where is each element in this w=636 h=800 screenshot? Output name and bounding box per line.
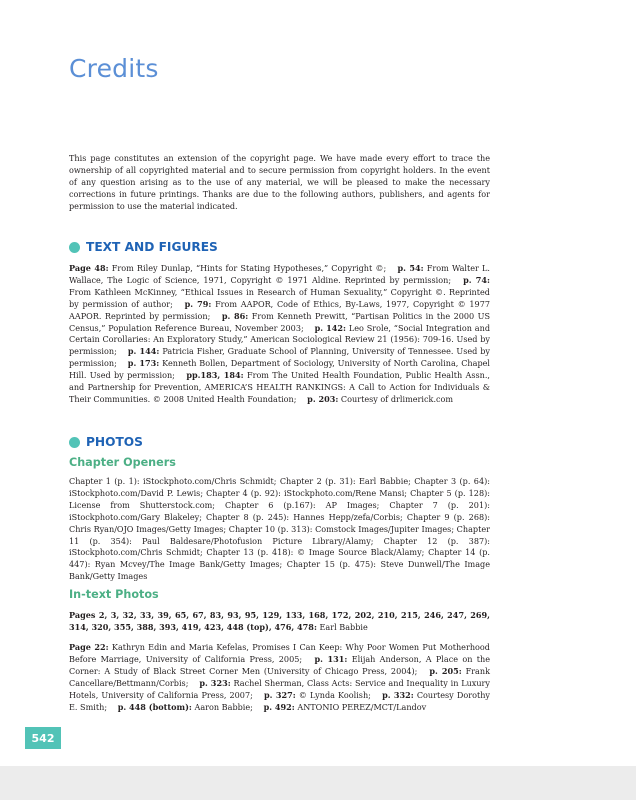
bold-pages-list: Pages 2, 3, 32, 33, 39, 65, 67, 83, 93, 95, 129, 133, 168, 172, 202, 210, 215, 246, 247, 269, 314, 320, 355, 388, 393, 419, 423, 448 (top), 476, 478: xyxy=(69,610,490,632)
text-figures-credits xyxy=(69,263,490,406)
credit-source: Frank Cancellare/Bettmann/Corbis; xyxy=(69,665,490,688)
credit-page-ref: p. 86: xyxy=(221,310,249,321)
credit-source: From AAPOR, Code of Ethics, By-Laws, 1977, Copyright © 1977 AAPOR. Reprinted by permission; xyxy=(69,298,490,321)
credit-source: Kenneth Bollen, Department of Sociology, University of North Carolina, Chapel Hill. Used by permission; xyxy=(69,358,491,381)
page-number: 542 xyxy=(31,731,55,745)
in-text-bold-pages xyxy=(69,610,490,634)
credit-page-ref: pp.183, 184: xyxy=(186,370,244,381)
credit-source: From Kathleen McKinney, “Ethical Issues in Research of Human Sexuality,” Copyright ©. Reprinted by permission of author; xyxy=(69,286,490,309)
credit-source: ANTONIO PEREZ/MCT/Landov xyxy=(297,701,427,712)
credit-page-ref: Page 48: xyxy=(69,263,109,273)
credit-page-ref: p. 173: xyxy=(127,358,160,369)
credit-source: Rachel Sherman, Class Acts: Service and Inequality in Luxury Hotels, University of California Press, 2007; xyxy=(69,677,490,700)
credit-source: From Walter L. Wallace, The Logic of Science, 1971, Copyright © 1971 Aldine. Reprinted by permission; xyxy=(69,263,490,285)
bullet-icon xyxy=(69,242,80,253)
credit-page-ref: p. 54: xyxy=(397,263,424,273)
credit-source: © Lynda Koolish; xyxy=(298,689,371,700)
section-heading-photos xyxy=(69,435,143,449)
subheading-in-text-photos: In-text Photos xyxy=(69,588,159,601)
credit-page-ref: p. 74: xyxy=(463,274,491,285)
credit-source: Leo Srole, “Social Integration and Certain Corollaries: An Exploratory Study,” American Sociological Review 21 (1956): 709-16. Used by permission; xyxy=(69,322,491,357)
page-number-tab xyxy=(25,727,61,749)
section-heading-text-figures xyxy=(69,240,218,254)
credit-page-ref: p. 142: xyxy=(314,322,347,333)
credit-source: From The United Health Foundation, Public Health Assn., and Partnership for Prevention, AMERICA’S HEALTH RANKINGS: A Call to Action for Individuals & Their Communities. © 2008 United Health Foundation; xyxy=(69,370,490,404)
credit-page-ref: p. 332: xyxy=(382,689,414,700)
credit-page-ref: p. 205: xyxy=(429,665,462,676)
credit-page-ref: p. 203: xyxy=(307,393,339,404)
bullet-icon xyxy=(69,437,80,448)
bold-pages-credit: Earl Babbie xyxy=(319,621,368,632)
in-text-photo-credits xyxy=(69,642,490,713)
credit-page-ref: p. 448 (bottom): xyxy=(117,701,192,712)
credit-page-ref: p. 327: xyxy=(264,689,296,700)
subheading-chapter-openers: Chapter Openers xyxy=(69,456,176,469)
intro-paragraph: This page constitutes an extension of the copyright page. We have made every effort to trace the ownership of all copyrighted material and to secure permission from copyright holders. In the event of any question arising as to the use of any material, we will be pleased to make the necessary corrections in future printings. Thanks are due to the following authors, publishers, and agents for permission to use the material indicated. xyxy=(69,153,490,211)
credit-source: Kathryn Edin and Maria Kefelas, Promises I Can Keep: Why Poor Women Put Motherhood Before Marriage, University of California Press, 2005; xyxy=(69,642,490,664)
credit-page-ref: Page 22: xyxy=(69,642,109,652)
page-title: Credits xyxy=(69,54,159,83)
credit-source: Courtesy Dorothy E. Smith; xyxy=(69,689,490,712)
credit-source: From Riley Dunlap, “Hints for Stating Hypotheses,” Copyright ©; xyxy=(111,263,387,273)
credit-source: Elijah Anderson, A Place on the Corner: A Study of Black Street Corner Men (University of Chicago Press, 2004); xyxy=(69,653,490,676)
section-heading-label: PHOTOS xyxy=(86,435,143,449)
section-heading-label: TEXT AND FIGURES xyxy=(86,240,218,254)
credit-page-ref: p. 79: xyxy=(184,298,212,309)
credit-page-ref: p. 131: xyxy=(314,653,348,664)
credit-page-ref: p. 492: xyxy=(263,701,295,712)
credit-source: Patricia Fisher, Graduate School of Planning, University of Tennessee. Used by permission; xyxy=(69,346,491,369)
chapter-openers-credits: Chapter 1 (p. 1): iStockphoto.com/Chris Schmidt; Chapter 2 (p. 31): Earl Babbie; Chapter 3 (p. 64): iStockphoto.com/David P. Lewis; Chapter 4 (p. 92): iStockphoto.com/Rene Mansi; Chapter 5 (p. 128): License from Shutterstock.com; Chapter 6 (p.167): AP Images; Chapter 7 (p. 201): iStockphoto.com/Gary Blakeley; Chapter 8 (p. 245): Hannes Hepp/zefa/Corbis; Chapter 9 (p. 268): Chris Ryan/OJO Images/Getty Images; Chapter 10 (p. 313): Comstock Images/Jupiter Images; Chapter 11 (p. 354): Paul Baldesare/Photofusion Picture Library/Alamy; Chapter 12 (p. 387): iStockphoto.com/Chris Schmidt; Chapter 13 (p. 418): © Image Source Black/Alamy; Chapter 14 (p. 447): Ryan Mcvey/The Image Bank/Getty Images; Chapter 15 (p. 475): Steve Dunwell/The Image Bank/Getty Images xyxy=(69,476,490,582)
credit-source: Courtesy of drlimerick.com xyxy=(340,393,454,404)
credit-page-ref: p. 323: xyxy=(199,677,231,688)
credit-source: Aaron Babbie; xyxy=(194,701,253,712)
credit-source: From Kenneth Prewitt, “Partisan Politics in the 2000 US Census,” Population Reference Bureau, November 2003; xyxy=(69,310,491,333)
credit-page-ref: p. 144: xyxy=(127,346,160,357)
